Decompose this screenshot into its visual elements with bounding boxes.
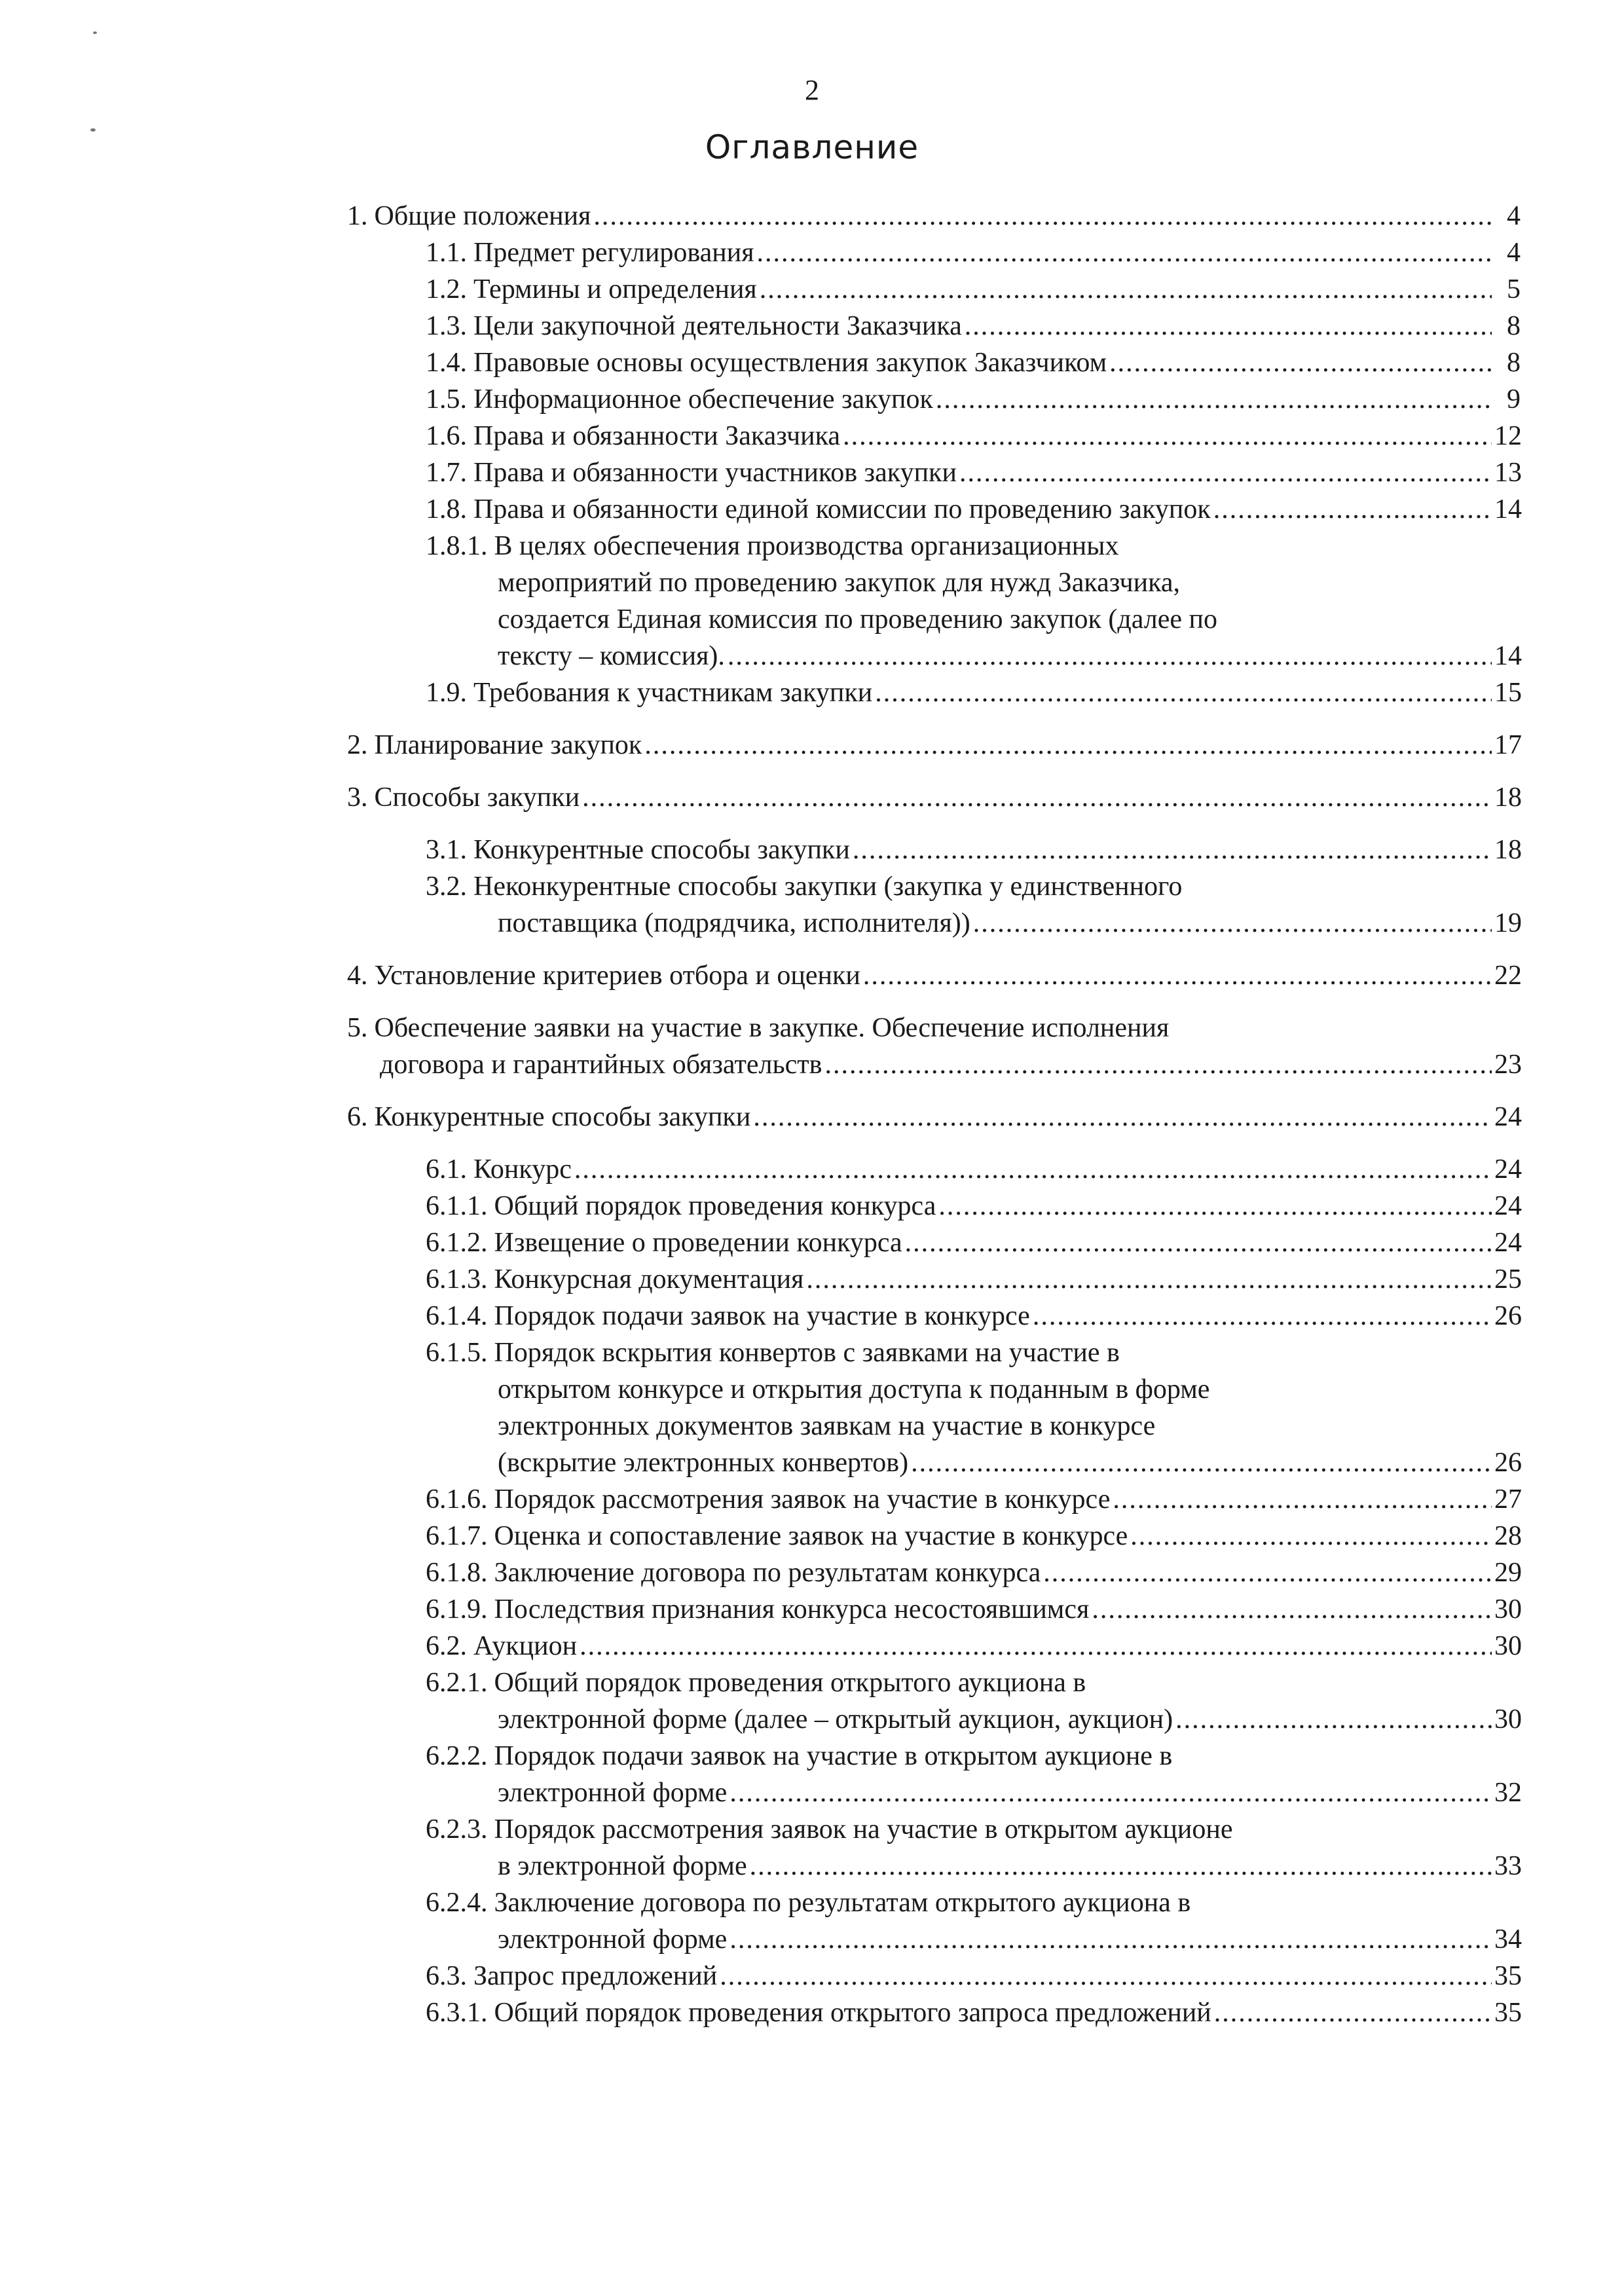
toc-entry-text: Правовые основы осуществления закупок Заказчиком <box>473 348 1107 378</box>
toc-entry-number: 3. <box>347 782 368 813</box>
toc-entry-text: Порядок подачи заявок на участие в конкурсе <box>494 1301 1030 1331</box>
dot-leader <box>905 1224 1492 1261</box>
toc-entry-page: 34 <box>1494 1924 1522 1955</box>
toc-entry-page: 32 <box>1494 1778 1522 1808</box>
toc-entry <box>347 779 1521 816</box>
toc-entry-text: в электронной форме <box>498 1851 747 1881</box>
toc-entry-text: Общий порядок проведения открытого аукциона в <box>494 1668 1086 1698</box>
toc-entry-page: 30 <box>1494 1594 1522 1625</box>
toc-entry-page: 18 <box>1494 782 1522 813</box>
toc-entry-text: Запрос предложений <box>473 1961 718 1991</box>
toc-entry <box>347 454 1521 491</box>
dot-leader <box>644 727 1492 763</box>
toc-entry <box>347 674 1521 711</box>
toc-entry-number: 1.4. <box>426 348 467 378</box>
toc-entry-text: Порядок вскрытия конвертов с заявками на участие в <box>494 1338 1120 1368</box>
toc-entry-page: 12 <box>1494 421 1522 451</box>
toc-entry <box>347 198 1521 234</box>
toc-entry <box>347 1554 1521 1591</box>
dot-leader <box>753 1099 1492 1135</box>
toc-entry-page: 15 <box>1494 678 1522 708</box>
toc-entry-page: 24 <box>1494 1228 1522 1258</box>
toc-entry <box>347 528 1521 674</box>
toc-entry-page: 8 <box>1507 348 1521 378</box>
toc-entry-page: 27 <box>1494 1484 1522 1515</box>
toc-entry-number: 6.1.9. <box>426 1594 488 1625</box>
toc-entry <box>347 868 1521 942</box>
toc-entry-number: 6.1.7. <box>426 1521 488 1551</box>
toc-entry-number: 1.2. <box>426 274 467 304</box>
dot-leader <box>853 832 1492 868</box>
dot-leader <box>1213 491 1492 528</box>
toc-entry-text: Термины и определения <box>473 274 757 304</box>
toc-entry-text: Неконкурентные способы закупки (закупка у единственного <box>473 872 1183 902</box>
dot-leader <box>973 905 1492 942</box>
table-of-contents <box>347 198 1521 2031</box>
dot-leader <box>593 198 1492 234</box>
toc-entry-page: 23 <box>1494 1050 1522 1080</box>
toc-entry <box>347 1664 1521 1738</box>
scan-speck <box>93 31 97 34</box>
toc-entry-text: Способы закупки <box>374 782 580 813</box>
dot-leader <box>1130 1518 1492 1554</box>
dot-leader <box>1175 1701 1492 1738</box>
dot-leader <box>936 381 1492 418</box>
toc-entry-text: Предмет регулирования <box>473 238 754 268</box>
toc-entry-text: Конкурс <box>473 1154 572 1184</box>
toc-entry <box>347 1518 1521 1554</box>
toc-entry-page: 22 <box>1494 961 1522 991</box>
toc-entry-page: 29 <box>1494 1558 1522 1588</box>
toc-entry <box>347 491 1521 528</box>
toc-entry-number: 3.2. <box>426 872 467 902</box>
toc-entry-text: Порядок рассмотрения заявок на участие в открытом аукционе <box>494 1814 1233 1845</box>
toc-entry-page: 35 <box>1494 1998 1522 2028</box>
toc-entry-number: 6.2.1. <box>426 1668 488 1698</box>
toc-entry-text: Обеспечение заявки на участие в закупке. Обеспечение исполнения <box>374 1013 1170 1043</box>
toc-entry-text: Общий порядок проведения открытого запроса предложений <box>494 1998 1211 2028</box>
toc-entry-text: Требования к участникам закупки <box>473 678 873 708</box>
toc-entry-text: Конкурентные способы закупки <box>374 1102 751 1132</box>
toc-entry-text: электронных документов заявкам на участие в конкурсе <box>498 1411 1156 1441</box>
toc-entry-text: Конкурентные способы закупки <box>473 835 850 865</box>
dot-leader <box>729 1774 1492 1811</box>
toc-entry-text: Оценка и сопоставление заявок на участие в конкурсе <box>494 1521 1128 1551</box>
dot-leader <box>728 638 1492 674</box>
toc-entry <box>347 1099 1521 1135</box>
dot-leader <box>863 957 1492 994</box>
toc-entry-number: 1.3. <box>426 311 467 341</box>
toc-entry-text: Конкурсная документация <box>494 1264 804 1294</box>
toc-entry-number: 6.3. <box>426 1961 467 1991</box>
toc-entry-text: электронной форме <box>498 1778 728 1808</box>
toc-entry-page: 19 <box>1494 908 1522 938</box>
toc-entry <box>347 381 1521 418</box>
toc-entry <box>347 832 1521 868</box>
toc-entry-page: 24 <box>1494 1191 1522 1221</box>
toc-entry-number: 6.1. <box>426 1154 467 1184</box>
scan-speck <box>90 128 96 132</box>
toc-entry-text: Порядок рассмотрения заявок на участие в конкурсе <box>494 1484 1111 1515</box>
toc-entry-text: Права и обязанности участников закупки <box>473 458 957 488</box>
toc-entry-text: Права и обязанности единой комиссии по проведению закупок <box>473 494 1211 524</box>
toc-entry-text: договора и гарантийных обязательств <box>380 1050 822 1080</box>
toc-entry <box>347 1811 1521 1884</box>
toc-entry-page: 4 <box>1507 201 1521 231</box>
dot-leader <box>1214 1994 1492 2031</box>
toc-entry-text: создается Единая комиссия по проведению закупок (далее по <box>498 604 1217 634</box>
toc-entry <box>347 1151 1521 1188</box>
toc-entry <box>347 1958 1521 1994</box>
toc-entry-text: открытом конкурсе и открытия доступа к поданным в форме <box>498 1374 1210 1405</box>
toc-entry-text: Установление критериев отбора и оценки <box>374 961 860 991</box>
toc-entry-text: Цели закупочной деятельности Заказчика <box>473 311 962 341</box>
toc-entry-text: Извещение о проведении конкурса <box>494 1228 902 1258</box>
dot-leader <box>911 1444 1492 1481</box>
toc-entry <box>347 957 1521 994</box>
toc-entry-text: Последствия признания конкурса несостоявшимся <box>494 1594 1090 1625</box>
toc-entry <box>347 1298 1521 1334</box>
toc-entry-text: Общий порядок проведения конкурса <box>494 1191 936 1221</box>
toc-entry-number: 2. <box>347 730 368 760</box>
toc-entry-number: 1.8. <box>426 494 467 524</box>
toc-entry <box>347 1010 1521 1083</box>
toc-entry-number: 6.2. <box>426 1631 467 1661</box>
toc-entry-text: поставщика (подрядчика, исполнителя)) <box>498 908 970 938</box>
dot-leader <box>843 418 1492 454</box>
toc-entry <box>347 418 1521 454</box>
toc-entry-page: 18 <box>1494 835 1522 865</box>
toc-entry-page: 26 <box>1494 1301 1522 1331</box>
dot-leader <box>757 234 1492 271</box>
toc-entry-text: электронной форме (далее – открытый аукцион, аукцион) <box>498 1704 1173 1735</box>
toc-entry-page: 33 <box>1494 1851 1522 1881</box>
toc-entry-text: (вскрытие электронных конвертов) <box>498 1448 909 1478</box>
toc-entry <box>347 234 1521 271</box>
toc-title: Оглавление <box>705 128 919 166</box>
toc-entry-text: Заключение договора по результатам конкурса <box>494 1558 1041 1588</box>
toc-entry-number: 6.1.2. <box>426 1228 488 1258</box>
dot-leader <box>750 1848 1492 1884</box>
toc-entry-page: 24 <box>1494 1154 1522 1184</box>
dot-leader <box>806 1261 1492 1298</box>
toc-entry-page: 17 <box>1494 730 1522 760</box>
toc-entry-page: 13 <box>1494 458 1522 488</box>
toc-entry-page: 24 <box>1494 1102 1522 1132</box>
toc-entry-number: 5. <box>347 1013 368 1043</box>
toc-entry <box>347 1591 1521 1628</box>
toc-entry-number: 6.1.3. <box>426 1264 488 1294</box>
dot-leader <box>1033 1298 1492 1334</box>
toc-entry-text: Аукцион <box>473 1631 578 1661</box>
dot-leader <box>875 674 1492 711</box>
toc-entry-text: Права и обязанности Заказчика <box>473 421 841 451</box>
dot-leader <box>580 1628 1492 1664</box>
toc-entry-number: 1.7. <box>426 458 467 488</box>
toc-entry <box>347 344 1521 381</box>
toc-entry-number: 1.6. <box>426 421 467 451</box>
toc-entry-number: 6.2.2. <box>426 1741 488 1771</box>
toc-entry <box>347 1334 1521 1481</box>
toc-entry <box>347 1738 1521 1811</box>
toc-entry-number: 6.1.6. <box>426 1484 488 1515</box>
toc-entry-number: 1.8.1. <box>426 531 488 561</box>
dot-leader <box>582 779 1492 816</box>
toc-entry-number: 6. <box>347 1102 368 1132</box>
dot-leader <box>1109 344 1492 381</box>
toc-entry-number: 6.2.3. <box>426 1814 488 1845</box>
toc-entry <box>347 727 1521 763</box>
toc-entry <box>347 1188 1521 1224</box>
toc-entry-number: 1.9. <box>426 678 467 708</box>
toc-entry <box>347 308 1521 344</box>
toc-entry <box>347 1994 1521 2031</box>
toc-entry-page: 26 <box>1494 1448 1522 1478</box>
toc-entry-text: электронной форме <box>498 1924 728 1955</box>
toc-entry-text: тексту – комиссия). <box>498 641 725 671</box>
toc-entry-page: 30 <box>1494 1704 1522 1735</box>
toc-entry <box>347 1224 1521 1261</box>
toc-entry-text: Информационное обеспечение закупок <box>473 384 933 414</box>
toc-entry <box>347 1481 1521 1518</box>
toc-entry <box>347 271 1521 308</box>
dot-leader <box>1092 1591 1492 1628</box>
toc-entry <box>347 1884 1521 1958</box>
toc-entry-page: 5 <box>1507 274 1521 304</box>
toc-entry-text: В целях обеспечения производства организационных <box>494 531 1119 561</box>
toc-entry-text: Порядок подачи заявок на участие в открытом аукционе в <box>494 1741 1173 1771</box>
toc-entry-page: 30 <box>1494 1631 1522 1661</box>
toc-entry-number: 1. <box>347 201 368 231</box>
dot-leader <box>729 1921 1492 1958</box>
toc-entry-page: 14 <box>1494 641 1522 671</box>
toc-entry <box>347 1628 1521 1664</box>
dot-leader <box>959 454 1492 491</box>
toc-entry-number: 6.1.1. <box>426 1191 488 1221</box>
toc-entry-page: 14 <box>1494 494 1522 524</box>
dot-leader <box>574 1151 1492 1188</box>
toc-entry-page: 28 <box>1494 1521 1522 1551</box>
toc-entry-number: 6.1.5. <box>426 1338 488 1368</box>
toc-entry-page: 4 <box>1507 238 1521 268</box>
toc-entry <box>347 1261 1521 1298</box>
toc-entry-number: 6.3.1. <box>426 1998 488 2028</box>
toc-entry-page: 8 <box>1507 311 1521 341</box>
dot-leader <box>965 308 1492 344</box>
toc-entry-page: 35 <box>1494 1961 1522 1991</box>
dot-leader <box>824 1046 1492 1083</box>
toc-entry-number: 6.2.4. <box>426 1888 488 1918</box>
dot-leader <box>938 1188 1492 1224</box>
toc-entry-number: 6.1.4. <box>426 1301 488 1331</box>
toc-entry-number: 6.1.8. <box>426 1558 488 1588</box>
toc-entry-number: 1.1. <box>426 238 467 268</box>
toc-entry-page: 25 <box>1494 1264 1522 1294</box>
page-number: 2 <box>805 74 819 106</box>
dot-leader <box>760 271 1492 308</box>
dot-leader <box>720 1958 1492 1994</box>
dot-leader <box>1113 1481 1492 1518</box>
toc-entry-page: 9 <box>1507 384 1521 414</box>
toc-entry-text: мероприятий по проведению закупок для нужд Заказчика, <box>498 568 1181 598</box>
toc-entry-number: 1.5. <box>426 384 467 414</box>
dot-leader <box>1043 1554 1492 1591</box>
toc-entry-number: 4. <box>347 961 368 991</box>
toc-entry-text: Общие положения <box>374 201 591 231</box>
toc-entry-text: Планирование закупок <box>374 730 642 760</box>
toc-entry-text: Заключение договора по результатам открытого аукциона в <box>494 1888 1191 1918</box>
toc-entry-number: 3.1. <box>426 835 467 865</box>
